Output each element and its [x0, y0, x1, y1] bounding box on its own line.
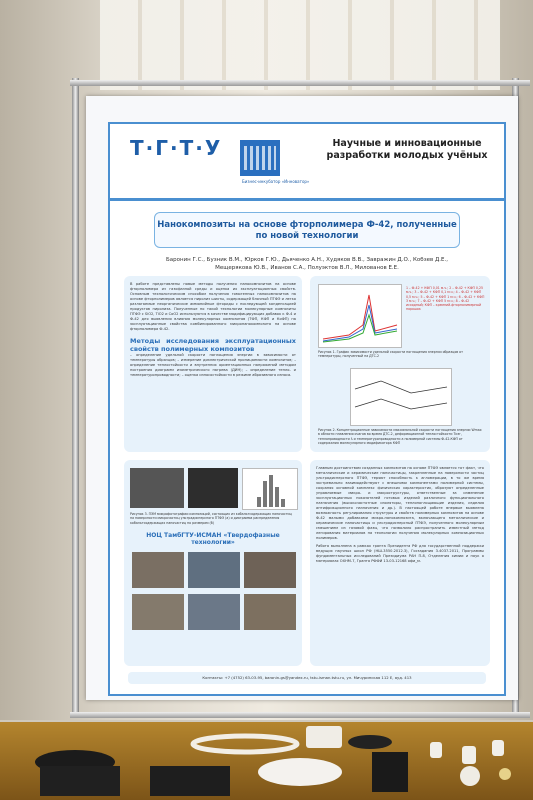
header-divider [110, 198, 504, 201]
figure-2-graph [350, 368, 452, 426]
graphs-panel [310, 276, 490, 452]
poster-header: Научные и инновационные разработки молодых учёных [326, 138, 488, 161]
lab-photo-6 [244, 594, 296, 630]
contacts-bar: Контакты: +7 (4752) 63-03-95, baronin-gs@yandex.ru, tstu-isman.tstu.ru, ул. Мичуринская 112 Е, ауд. 413 [128, 672, 486, 684]
figure-2-caption: Рисунок 2. Концентрационные зависимости максимальной скорости поглощения энергии Wmax в области плавления очагов во время ДТС-2, деформационной теплостойкости Тизг, теплопроводности λ и температуропроводности а полимерной системы Ф-42-КФП от содержания молекулярного модификатора КФП [318, 428, 482, 445]
authors-line-1: Баронин Г.С., Бузник В.М., Юрков Г.Ю., Дьяченко А.Н., Худяков В.В., Завражин Д.О., Кобзев Д.Е., [165, 257, 449, 263]
white-cylinder-1 [430, 742, 442, 758]
figure-1-graph [318, 284, 402, 348]
poster-authors [128, 256, 486, 272]
lab-photo-3 [244, 552, 296, 588]
white-cylinder-2 [462, 746, 476, 764]
methods-text: – определение удельной скорости поглощения энергии в зависимости от температуры образцов; – измерение диэлектрической проницаемости композитов; – определение теплостойкости и внутренних ориентационных напряжений методом построения диаграмм изометрического нагрева (ДИН); – определение тепло- и температуропроводности; – оценка износостойкости в режиме абразивного износа. [130, 353, 296, 377]
white-impeller-part [258, 758, 342, 786]
intro-panel [124, 276, 302, 452]
figure-1-legend: 1 – Ф-42 + КФП 0,01 м.ч.; 2 – Ф-42 + КФП 0,25 м.ч.; 3 – Ф-42 + КФП 0,1 м.ч.; 4 – Ф-42 + КФП 0,5 м.ч.; 5 – Ф-42 + КФП 1 м.ч.; 6 – Ф-42 + КФП 3 м.ч.; 7 – Ф-42 + КФП 5 м.ч.; 8 – Ф-42 исходный; КФП – кремний-фторполимерный порошок [406, 286, 485, 312]
authors-line-2: Мещерякова Ю.В., Иванов С.А., Полуэктов В.Л., Милованов Е.Е. [215, 265, 399, 271]
poster [86, 96, 518, 700]
stand-post-left [72, 78, 79, 718]
black-ring-part [348, 735, 392, 749]
lab-photo-2 [188, 552, 240, 588]
size-histogram [242, 468, 298, 510]
black-cross-part [372, 752, 408, 792]
figure-2-plot [351, 369, 451, 425]
funding-text: Работа выполнена в рамках гранта Президента РФ для государственной поддержки ведущих научных школ РФ (НШ-3550.2012.3), Госзадания 3.4037.2011, Программы фундаментальных исследований Президиума РАН П-8, Отделения химии и наук о материалах ОХНМ-7, Гранта РФФИ 13-03-12168 офи_м. [316, 544, 484, 563]
poster-title: Нанокомпозиты на основе фторполимера Ф-42, полученные по новой технологии [154, 212, 460, 248]
lab-photo-4 [132, 594, 184, 630]
figure-3-caption: Рисунок 3. ПЭМ микрофотографии композиций, состоящих из кобальтсодержащих наночастиц на поверхности микрочастиц ультрадисперсного ПТФЭ (а) и диаграмма распределения кобальтсодержащих наночастиц по размерам (б) [130, 512, 292, 525]
window-blinds [100, 0, 500, 90]
logo-subtitle: Бизнес-инкубатор «Инноватор» [242, 179, 310, 184]
black-impeller-left [40, 766, 120, 796]
stand-bar-top [70, 80, 530, 86]
stand-bar-bottom [70, 712, 530, 718]
tem-photo-b [188, 468, 238, 508]
intro-text: В работе представлены новые методы получения нанокомпозитов на основе фторполимера из газофазной среды и оценка их эксплуатационных свойств. Основным технологическим способом получения гомогенных нанокомпозитов на основе фторполимеров является пиролиз шихты, содержащей блочный ПТФЭ и легко разлагаемые неорганические аммонийные фториды с последующей конденсацией продуктов пиролиза. Полученные по такой технологии молекулярные композиты ПТФЭ с SiO2, TiO2 и CoO2 используются в качестве модифицирующих добавок к Ф-4 и Ф-42 для выявления влияния молекулярных композитов (ТФП, КФП и КоФП) на эксплуатационные свойства комбинированного микронанокомпозита на основе фторполимера Ф-42. [130, 282, 296, 331]
poster-frame [108, 122, 506, 696]
building-logo-icon [240, 140, 280, 176]
white-ring-part [193, 736, 297, 752]
noc-title: НОЦ ТамбГТУ-ИСМАН «Твердофазные технологии» [146, 532, 280, 546]
conclusion-panel [310, 460, 490, 666]
methods-heading: Методы исследования эксплуатационных свойств полимерных композитов [130, 337, 296, 353]
black-impeller-right [150, 766, 230, 796]
white-roller-part [460, 766, 480, 786]
histogram-plot [243, 469, 297, 509]
tgtu-logo: Т·Г·Т·У [130, 136, 223, 160]
figure-1-plot [319, 285, 401, 347]
polymer-parts [0, 722, 533, 800]
lab-photo-1 [132, 552, 184, 588]
lab-photo-5 [188, 594, 240, 630]
conclusion-text: Главным достоинством созданных композитов на основе ПТФЭ является тот факт, что металлические и керамические наночастицы, закрепленные на поверхности частиц ультрадисперсного ПТФЭ, теряют способность к агломерации, в то же время экстремально взаимодействуют с внешними компонентами полимерной системы, сохраняя основной комплекс физических характеристик, образуют определенные управляемые микро- и макроструктуры, ответственные за изменение эксплуатационных показателей готовых изделий различного функционального назначения (высокочастотные изоляторы, теплопоглощающие изделия, изделия антифрикционного назначения и др.). В настоящей работе впервые выявлена возможность регулирования структуры и свойств полимерных композитов на основе Ф-42 малыми добавками микро-нанокомпозита, включающего металлические и керамические наночастицы и ультрадисперсный ПТФЭ, полученного молекулярным смешением из газовой фазы, что позволило распространить известный метод легирования материалов на технологии получения молекулярных композиционных полимеров. [316, 466, 484, 540]
images-panel [124, 460, 302, 666]
figure-1-caption: Рисунок 1. График зависимости удельной скорости поглощения энергии образцов от температуры, полученный на ДТС-2 [318, 350, 463, 359]
white-block-part [306, 726, 342, 748]
yellow-ring-part [499, 768, 511, 780]
tem-photo-a [130, 468, 184, 508]
white-cylinder-3 [492, 740, 504, 756]
